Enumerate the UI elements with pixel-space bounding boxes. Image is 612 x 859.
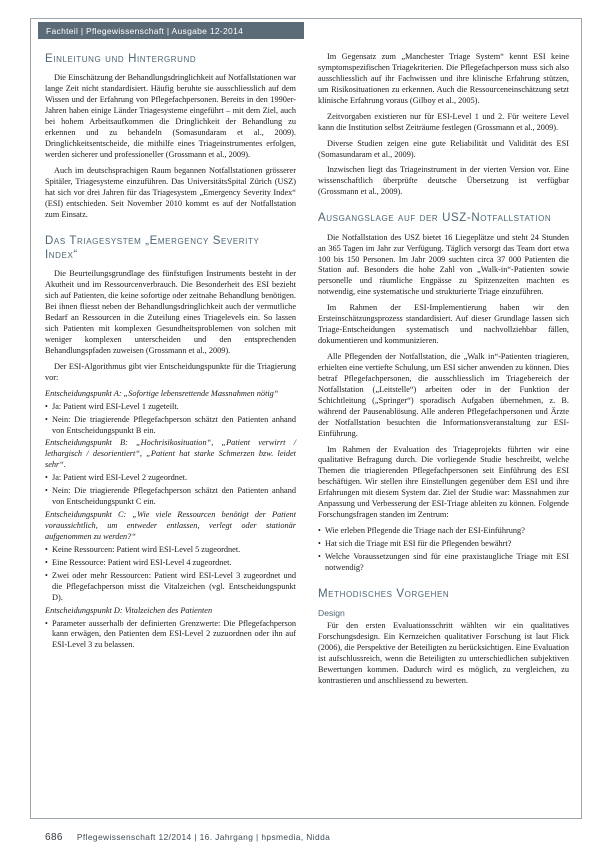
paragraph: Der ESI-Algorithmus gibt vier Entscheidungspunkte für die Triagierung vor:	[45, 361, 296, 382]
section-heading-ausgangslage: Ausgangslage auf der USZ-Notfallstation	[318, 212, 552, 225]
section-heading-triagesystem: Das Triagesystem „Emergency Severity Index“	[45, 234, 260, 261]
section-heading-methodisches-vorgehen: Methodisches Vorgehen	[318, 587, 450, 600]
list-item: • Eine Ressource: Patient wird ESI-Level 4 zugeordnet.	[45, 558, 296, 569]
list-item: • Ja: Patient wird ESI-Level 1 zugeteilt.	[45, 402, 296, 413]
list-item: • Wie erleben Pflegende die Triage nach der ESI-Einführung?	[318, 526, 569, 537]
paragraph: Die Notfallstation des USZ bietet 16 Liegeplätze und steht 24 Stunden an 365 Tagen im Jahr zur Verfügung. Täglich versorgt das Team dort etwa 100 bis 150 Personen. Im Jahr 2009 suchten circa 37 000 Patienten die Station auf. Besonders die hohe Zahl von „Walk-in“-Patienten sowie personelle und räumliche Engpässe zu Spitzenzeiten machten es notwendig, eine systematische und strukturierte Triage einzuführen.	[318, 232, 569, 297]
running-head: Fachteil | Pflegewissenschaft | Ausgabe 12-2014	[38, 22, 304, 39]
two-column-body	[45, 52, 569, 812]
paragraph: Für den ersten Evaluationsschritt wählten wir ein qualitatives Forschungsdesign. Ein Kernzeichen qualitativer Forschung ist laut Flick (2006), die Perspektive der Beteiligten zu berücksichtigen. Eine Evaluation ist aufschlussreich, wenn die Beteiligten zu unterschiedlichen subjektiven Bewertungen kommen. Dadurch wird es möglich, zu vergleichen, zu kontrastieren und anschliessend zu bewerten.	[318, 621, 569, 685]
page-footer	[45, 832, 575, 843]
left-column	[45, 52, 296, 812]
list-item: • Hat sich die Triage mit ESI für die Pflegenden bewährt?	[318, 539, 569, 550]
decision-point-lead: Entscheidungspunkt B: „Hochrisikosituation“, „Patient verwirrt / lethargisch / desorientiert“, „Patient hat starke Schmerzen bzw. leidet sehr“.	[45, 438, 296, 470]
list-item: • Nein: Die triagierende Pflegefachperson schätzt den Patienten anhand von Entscheidungspunkt B ein.	[45, 415, 296, 437]
list-item: • Keine Ressourcen: Patient wird ESI-Level 5 zugeordnet.	[45, 545, 296, 556]
paragraph: Im Gegensatz zum „Manchester Triage System“ kennt ESI keine symptomspezifischen Triagekriterien. Die Pflegefachperson muss sich also ausschliesslich auf ihr Fachwissen und ihre klinische Erfahrung stützen, um Risikosituationen zu erkennen. Auch die Ressourceneinschätzung setzt klinische Erfahrung voraus (Gilboy et al., 2005).	[318, 52, 569, 105]
paragraph: Diverse Studien zeigen eine gute Reliabilität und Validität des ESI (Somasundaram et al., 2009).	[318, 138, 569, 159]
paragraph: Im Rahmen der Evaluation des Triageprojekts führten wir eine qualitative Befragung durch. Die vorliegende Studie beschreibt, welche Themen die triagierenden Pflegefachpersonen seit Einführung des ESI beschäftigen. Wir stellen ihre Einstellungen gegenüber dem ESI und ihre Erfahrungen mit diesem System dar. Ziel der Studie war: Massnahmen zur Anpassung und Verbesserung der ESI-Triage ableiten zu können. Folgende Forschungsfragen standen im Zentrum:	[318, 444, 569, 520]
paragraph: Im Rahmen der ESI-Implementierung haben wir den Ersteinschätzungsprozess standardisiert. Auf dieser Grundlage lassen sich Triage-Entscheidungen systematisch und nachvollziehbar fällen, dokumentieren und kommunizieren.	[318, 303, 569, 346]
list-item: • Zwei oder mehr Ressourcen: Patient wird ESI-Level 3 zugeordnet und die Pflegefachperson misst die Vitalzeichen (vgl. Entscheidungspunkt D).	[45, 571, 296, 604]
subsection-heading-design: Design	[318, 608, 345, 619]
decision-point-lead: Entscheidungspunkt D: Vitalzeichen des Patienten	[45, 605, 213, 615]
paragraph: Die Beurteilungsgrundlage des fünfstufigen Instruments besteht in der Akutheit und im Ressourcenverbrauch. Die Besonderheit des ESI bezieht sich auf Patienten, die keine sofortige oder zeitnahe Behandlung benötigen. Bei ihnen fliesst neben der Behandlungsdringlichkeit auch der vermutliche Bedarf an Ressourcen in die Zuteilung eines Triagelevels ein. So lassen sich Patienten mit komplexen Gesundheitsproblemen von solchen mit weniger komplexen unterscheiden und den entsprechenden Behandlungspfaden zuweisen (Grossmann et al., 2009).	[45, 269, 296, 355]
paragraph: Die Einschätzung der Behandlungsdringlichkeit auf Notfallstationen war lange Zeit nicht standardisiert. Häufig beruhte sie ausschliesslich auf dem Wissen und der Erfahrung von Pflegefachpersonen. Bereits in den 1990er-Jahren haben einige Länder Triagesysteme eingeführt – mit dem Ziel, auch bei hohem Arbeitsaufkommen die Dringlichkeit der Behandlung zu erkennen und zu behandeln (Somasundaram et al., 2009). Dringlichkeitsentscheide, die mithilfe eines Triageinstrumentes erfolgen, werden sicherer und professioneller (Grossmann et al., 2009).	[45, 73, 296, 159]
list-item: • Nein: Die triagierende Pflegefachperson schätzt den Patienten anhand von Entscheidungspunkt C ein.	[45, 486, 296, 508]
section-heading-einleitung: Einleitung und Hintergrund	[45, 53, 197, 65]
list-item: • Parameter ausserhalb der definierten Grenzwerte: Die Pflegefachperson kann erwägen, den Patienten dem ESI-Level 2 zuzuordnen oder ihn auf ESI-Level 3 zu belassen.	[45, 619, 296, 652]
decision-point-lead: Entscheidungspunkt C: „Wie viele Ressourcen benötigt der Patient voraussichtlich, um entweder entlassen, verlegt oder stationär aufgenommen zu werden?“	[45, 510, 296, 541]
right-column	[318, 52, 569, 812]
list-item: • Ja: Patient wird ESI-Level 2 zugeordnet.	[45, 473, 296, 484]
decision-point-lead: Entscheidungspunkt A: „Sofortige lebensrettende Massnahmen nötig“	[45, 388, 279, 398]
paragraph: Auch im deutschsprachigen Raum begannen Notfallstationen grösserer Spitäler, Triagesysteme einzuführen. Das UniversitätsSpital Zürich (USZ) hat sich vor drei Jahren für das Triagesystem „Emergency Severity Index“ (ESI) entschieden. Seit November 2010 kommt es auf der Notfallstation zum Einsatz.	[45, 165, 296, 219]
list-item: • Welche Voraussetzungen sind für eine praxistaugliche Triage mit ESI notwendig?	[318, 552, 569, 574]
page-number: 686	[45, 832, 63, 843]
footer-citation: Pflegewissenschaft 12/2014 | 16. Jahrgang | hpsmedia, Nidda	[76, 832, 331, 842]
paragraph: Alle Pflegenden der Notfallstation, die „Walk in“-Patienten triagieren, erhielten eine vertiefte Schulung, um ESI sicher anwenden zu können. Dies betraf Pflegefachpersonen, die ausschliesslich im Triagebereich der Notfallstation („Leitstelle“) arbeiten oder in der Funktion der Schichtleitung („Springer“) sporadisch Aufgaben übernehmen, z. B. während der Pausenablösung. Alle anderen Pflegefachpersonen und Ärzte der Notfallstation besuchten die Informationsveranstaltung zur ESI-Einführung.	[318, 352, 569, 438]
paragraph: Zeitvorgaben existieren nur für ESI-Level 1 und 2. Für weitere Level kann die Institution selbst Zeiträume festlegen (Grossmann et al., 2009).	[318, 111, 569, 132]
paragraph: Inzwischen liegt das Triageinstrument in der vierten Version vor. Eine wissenschaftlich überprüfte deutsche Übersetzung ist verfügbar (Grossmann et al., 2009).	[318, 165, 569, 197]
